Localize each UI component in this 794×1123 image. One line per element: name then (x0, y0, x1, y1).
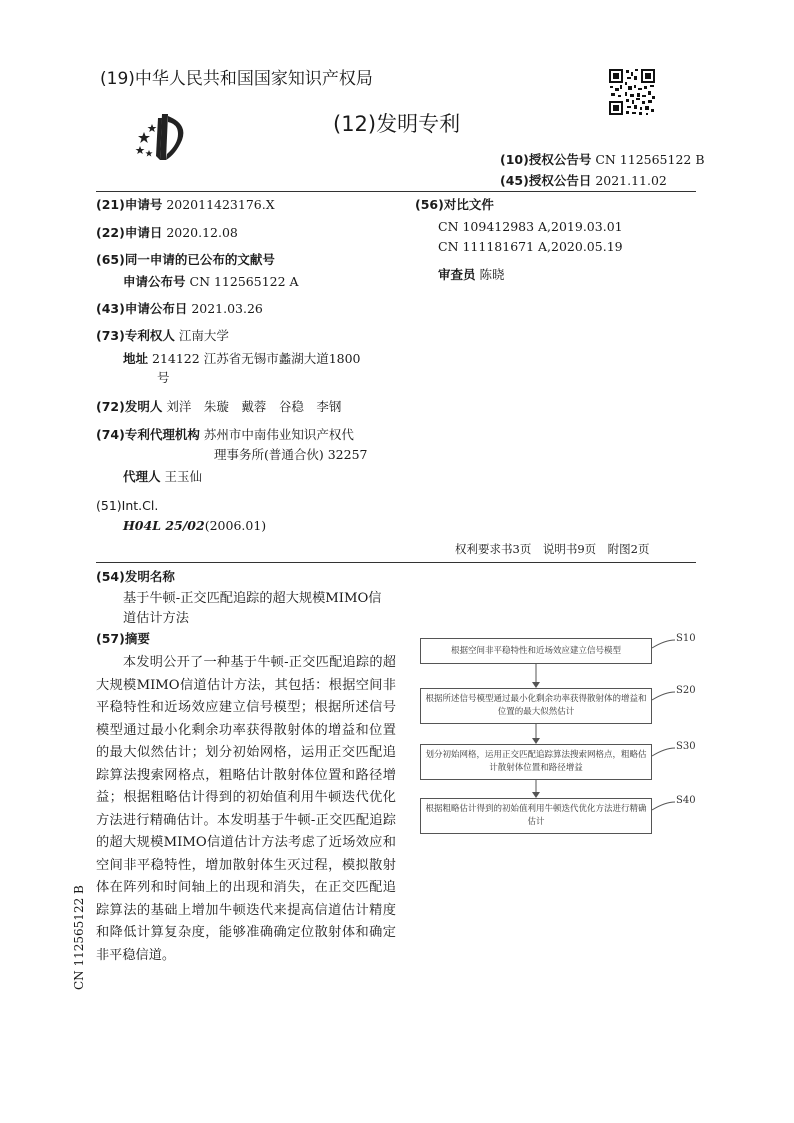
flow-connectors (410, 630, 710, 850)
grant-date-label: (45)授权公告日 (500, 173, 592, 188)
flow-step-label-s10: S10 (676, 633, 696, 644)
flow-step-label-s30: S30 (676, 741, 696, 752)
grant-date-row (500, 171, 667, 189)
grant-number-label: (10)授权公告号 (500, 152, 592, 167)
agent-label: 代理人 (123, 469, 161, 484)
grant-number-row (500, 150, 705, 168)
intcl-label: (51)Int.Cl. (96, 498, 159, 513)
inventors: 刘洋 朱璇 戴蓉 谷稳 李钢 (166, 399, 342, 414)
flow-leader-s40 (652, 802, 675, 810)
office-name: (19)中华人民共和国国家知识产权局 (100, 69, 373, 89)
same-application-label: (65)同一申请的已公布的文献号 (96, 252, 275, 267)
grant-number: CN 112565122 B (595, 152, 705, 167)
side-publication-number: CN 112565122 B (72, 885, 86, 990)
flow-step-label-s40: S40 (676, 795, 696, 806)
patentee-row (96, 327, 229, 345)
abstract-text: 本发明公开了一种基于牛顿-正交匹配追踪的超大规模MIMO信道估计方法，其包括：根据空间非平稳特性和近场效应建立信号模型；根据所述信号模型通过最小化剩余功率获得散射体的增益和位置的最大似然估计；划分初始网格，运用正交匹配追踪算法搜索网格点，粗略估计散射体位置和路径增益；根据粗略估计得到的初始值利用牛顿迭代优化方法进行精确估计。本发明基于牛顿-正交匹配追踪的超大规模MIMO信道估计方法考虑了近场效应和空间非平稳特性，增加散射体生灭过程，模拟散射体在阵列和时间轴上的出现和消失，在正交匹配追踪算法的基础上增加牛顿迭代来提高信道估计精度和降低计算复杂度，能够准确确定位散射体和确定非平稳信道。 (96, 655, 396, 963)
reference-2: CN 111181671 A,2020.05.19 (438, 239, 623, 254)
examiner-row (438, 266, 505, 284)
address-label: 地址 (123, 351, 149, 366)
examiner: 陈晓 (479, 267, 505, 282)
intcl-row (123, 517, 266, 535)
invention-title-line1: 基于牛顿-正交匹配追踪的超大规模MIMO信 (123, 591, 382, 606)
application-number: 202011423176.X (166, 197, 275, 212)
flow-leader-s10 (652, 640, 675, 648)
title-label: (54)发明名称 (96, 569, 175, 584)
application-date: 2020.12.08 (166, 225, 238, 240)
flow-leader-s30 (652, 748, 675, 756)
examiner-label: 审查员 (438, 267, 476, 282)
flow-step-box-s30: 划分初始网格，运用正交匹配追踪算法搜索网格点，粗略估计散射体位置和路径增益 (420, 744, 652, 780)
cnipa-logo (132, 110, 192, 164)
references-label: (56)对比文件 (415, 197, 494, 212)
agency-label: (74)专利代理机构 (96, 427, 200, 442)
publication-number-label: 申请公布号 (123, 274, 186, 289)
intcl-code: H04L 25/02 (123, 518, 205, 533)
flow-step-box-s10: 根据空间非平稳特性和近场效应建立信号模型 (420, 638, 652, 664)
patentee-label: (73)专利权人 (96, 328, 175, 343)
flow-step-box-s20: 根据所述信号模型通过最小化剩余功率获得散射体的增益和位置的最大似然估计 (420, 688, 652, 724)
abstract-label: (57)摘要 (96, 631, 150, 646)
address-line1: 214122 江苏省无锡市蠡湖大道1800 (152, 351, 361, 366)
flow-step-label-s20: S20 (676, 685, 696, 696)
agent: 王玉仙 (164, 469, 203, 484)
summary-divider (96, 562, 696, 563)
intcl-version: (2006.01) (204, 518, 267, 533)
agent-row (123, 468, 202, 486)
invention-title-line2: 道估计方法 (123, 611, 189, 626)
flow-step-box-s40: 根据粗略估计得到的初始值利用牛顿迭代优化方法进行精确估计 (420, 798, 652, 834)
publication-number-row (123, 273, 299, 291)
publication-date: 2021.03.26 (191, 301, 263, 316)
application-date-label: (22)申请日 (96, 225, 163, 240)
document-type: (12)发明专利 (333, 112, 461, 136)
grant-date: 2021.11.02 (595, 173, 667, 188)
address-line2: 号 (157, 370, 170, 385)
inventors-row (96, 398, 341, 416)
agency-row (96, 426, 354, 444)
agency-line1: 苏州市中南伟业知识产权代 (203, 427, 354, 442)
application-number-label: (21)申请号 (96, 197, 163, 212)
flowchart (410, 630, 710, 850)
publication-number: CN 112565122 A (189, 274, 299, 289)
application-date-row (96, 224, 238, 242)
qr-code (608, 68, 656, 116)
flow-leader-s20 (652, 692, 675, 700)
header-divider (96, 191, 696, 192)
pages-summary: 权利要求书3页 说明书9页 附图2页 (455, 542, 650, 556)
invention-title (123, 589, 381, 629)
agency-line2: 理事务所(普通合伙) 32257 (214, 447, 368, 462)
inventors-label: (72)发明人 (96, 399, 163, 414)
address-row (123, 350, 361, 368)
publication-date-label: (43)申请公布日 (96, 301, 188, 316)
application-number-row (96, 196, 275, 214)
publication-date-row (96, 300, 263, 318)
patentee: 江南大学 (178, 328, 229, 343)
reference-1: CN 109412983 A,2019.03.01 (438, 219, 623, 234)
